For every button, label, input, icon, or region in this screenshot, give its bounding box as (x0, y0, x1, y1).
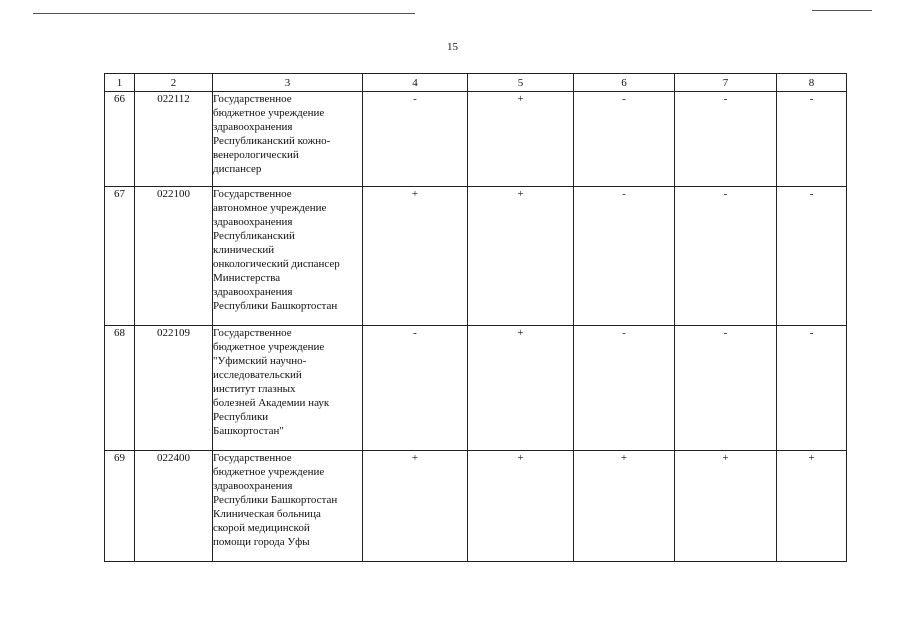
name-line: бюджетное учреждение (213, 341, 325, 353)
organization-code: 022109 (135, 326, 213, 451)
document-table (104, 73, 847, 562)
mark-cell: - (363, 326, 468, 451)
name-line: здравоохранения (213, 480, 293, 492)
row-number: 67 (105, 187, 135, 326)
mark-cell: - (363, 92, 468, 187)
name-line: Республиканский (213, 230, 295, 242)
name-line: здравоохранения (213, 216, 293, 228)
mark-cell: + (468, 92, 574, 187)
column-header: 2 (135, 74, 213, 92)
mark-cell: - (574, 187, 675, 326)
organization-name (213, 187, 363, 326)
name-line: Республики (213, 411, 269, 423)
mark-cell: - (675, 187, 777, 326)
row-number: 68 (105, 326, 135, 451)
row-number: 66 (105, 92, 135, 187)
mark-cell: + (363, 187, 468, 326)
column-header: 6 (574, 74, 675, 92)
name-line: Башкортостан" (213, 425, 284, 437)
column-header: 5 (468, 74, 574, 92)
name-line: Республиканский кожно- (213, 135, 331, 147)
name-line: Государственное (213, 327, 292, 339)
column-header: 7 (675, 74, 777, 92)
mark-cell: - (574, 92, 675, 187)
name-line: бюджетное учреждение (213, 466, 325, 478)
mark-cell: - (675, 92, 777, 187)
page-number: 15 (447, 41, 458, 53)
mark-cell: + (675, 451, 777, 562)
name-line: институт глазных (213, 383, 296, 395)
organization-code: 022112 (135, 92, 213, 187)
column-header: 8 (777, 74, 847, 92)
scan-artifact-line-right (812, 10, 872, 11)
column-header: 3 (213, 74, 363, 92)
table-row (105, 92, 847, 187)
table-row (105, 187, 847, 326)
name-line: Республики Башкортостан (213, 300, 338, 312)
name-line: здравоохранения (213, 286, 293, 298)
row-number: 69 (105, 451, 135, 562)
table-row (105, 451, 847, 562)
scan-artifact-line-left (33, 13, 415, 14)
name-line: помощи города Уфы (213, 536, 310, 548)
mark-cell: + (363, 451, 468, 562)
mark-cell: + (574, 451, 675, 562)
organization-code: 022400 (135, 451, 213, 562)
mark-cell: - (574, 326, 675, 451)
column-header: 1 (105, 74, 135, 92)
name-line: бюджетное учреждение (213, 107, 325, 119)
organization-code: 022100 (135, 187, 213, 326)
column-header: 4 (363, 74, 468, 92)
name-line: Государственное (213, 452, 292, 464)
organization-name (213, 92, 363, 187)
name-line: Министерства (213, 272, 281, 284)
mark-cell: + (468, 187, 574, 326)
name-line: Республики Башкортостан (213, 494, 338, 506)
mark-cell: - (777, 92, 847, 187)
mark-cell: - (777, 187, 847, 326)
mark-cell: - (675, 326, 777, 451)
name-line: "Уфимский научно- (213, 355, 307, 367)
name-line: онкологический диспансер (213, 258, 340, 270)
mark-cell: + (468, 451, 574, 562)
name-line: венерологический (213, 149, 299, 161)
name-line: болезней Академии наук (213, 397, 330, 409)
table-row (105, 326, 847, 451)
mark-cell: + (468, 326, 574, 451)
name-line: здравоохранения (213, 121, 293, 133)
organization-name (213, 326, 363, 451)
name-line: Государственное (213, 188, 292, 200)
name-line: автономное учреждение (213, 202, 327, 214)
name-line: Государственное (213, 93, 292, 105)
table-header-row (105, 74, 847, 92)
name-line: диспансер (213, 163, 262, 175)
organization-name (213, 451, 363, 562)
name-line: исследовательский (213, 369, 302, 381)
name-line: клинический (213, 244, 275, 256)
name-line: Клиническая больница (213, 508, 321, 520)
mark-cell: - (777, 326, 847, 451)
mark-cell: + (777, 451, 847, 562)
name-line: скорой медицинской (213, 522, 310, 534)
